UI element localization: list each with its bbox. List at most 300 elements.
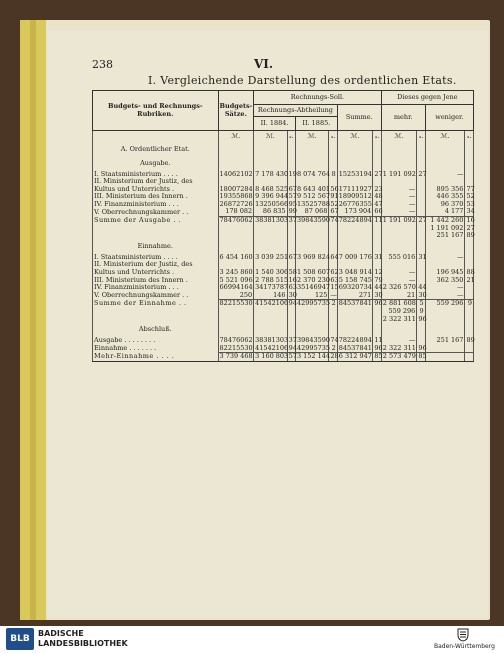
cell-v2p: 95 [288, 199, 297, 208]
cell-v3: 39843590 [296, 216, 331, 225]
cell-v4: 6 312 947 [338, 352, 372, 361]
cell-v5p: 27 [418, 216, 427, 225]
cell-v3p: 52 [330, 199, 339, 208]
unit-mark: ℳ. [295, 131, 328, 143]
cell-v3 [295, 225, 328, 233]
unit-mark: ℳ. [425, 131, 465, 143]
cell-v4: 15253194 [338, 169, 372, 178]
cell-v6p: 21 [466, 275, 475, 284]
cell-v6 [425, 240, 465, 254]
cell-v3p: 91 [330, 192, 339, 201]
cell-v6p [465, 254, 474, 262]
cell-v4 [337, 143, 373, 157]
cell-v2p: 67 [288, 252, 297, 261]
row-label: IV. Finanzministerium . . . [93, 284, 219, 292]
cell-v5 [381, 225, 417, 233]
cell-v6p: 34 [466, 207, 475, 216]
cell-v4: 78224894 [338, 336, 372, 345]
cell-v5p: 44 [418, 283, 427, 292]
cell-v4 [337, 240, 373, 254]
cell-v4p [373, 308, 381, 316]
cell-v5p [417, 240, 425, 254]
state-name: Baden-Württemberg [434, 643, 495, 650]
cell-v3p [329, 232, 337, 240]
cell-v3p: 2 [329, 345, 337, 353]
cell-v5p [417, 186, 425, 194]
blb-logo: BLB [6, 628, 34, 650]
cell-v6: — [425, 254, 465, 262]
row-label [93, 232, 219, 240]
header-gegen: Dieses gegen Jene [381, 91, 473, 105]
library-name: BADISCHE LANDESBIBLIOTHEK [38, 629, 128, 648]
cell-v5 [381, 157, 417, 171]
cell-v3: 13525788 [296, 199, 331, 208]
cell-v2: 146 [254, 292, 287, 300]
row-label: Mehr-Einnahme . . . . [93, 353, 219, 362]
cell-v1 [218, 225, 254, 233]
cell-v1: 250 [218, 292, 254, 300]
cell-v2: 3 160 803 [255, 352, 289, 361]
cell-v4: 84537841 [338, 299, 372, 308]
cell-v6 [425, 157, 465, 171]
cell-v2p: 63 [288, 283, 297, 292]
cell-v2p [287, 232, 295, 240]
cell-v6 [425, 308, 465, 316]
cell-v6: 559 296 [425, 300, 465, 308]
cell-v1 [218, 232, 254, 240]
cell-v4: 78224894 [338, 216, 372, 225]
cell-v3p: 67 [330, 207, 339, 216]
cell-v2p [287, 240, 295, 254]
unit-pf: ₔ. [287, 131, 295, 143]
cell-v4: 69320734 [338, 283, 372, 292]
cell-v6p [465, 308, 474, 316]
cell-v4p: 85 [374, 352, 383, 361]
cell-v2p [287, 143, 295, 157]
cell-v6p [465, 353, 474, 362]
cell-v3: 8 643 401 [296, 184, 331, 193]
cell-v6p: 52 [466, 192, 475, 201]
cell-v3p: 28 [330, 352, 339, 361]
cell-v1 [218, 240, 254, 254]
row-label: Summe der Ausgabe . . [93, 217, 219, 225]
row-label: Ausgabe . . . . . . . . [93, 337, 219, 345]
cell-v5p [417, 157, 425, 171]
cell-v5p [417, 143, 425, 157]
cell-v4: 17111927 [338, 184, 372, 193]
cell-v4p: 47 [374, 199, 383, 208]
table-row [93, 323, 474, 337]
cell-v2p: 99 [288, 207, 297, 216]
cell-v2: 38381303 [255, 216, 289, 225]
table-body [93, 131, 474, 362]
cell-v6: 4 177 [425, 208, 465, 216]
cell-v4: 18909512 [338, 192, 372, 201]
cell-v5 [381, 143, 417, 157]
cell-v2 [254, 308, 287, 316]
table-row [93, 240, 474, 254]
row-label: Einnahme. [93, 240, 219, 254]
cell-v4p [373, 157, 381, 171]
cell-v4p: 30 [374, 290, 383, 299]
unit-pf: ₔ. [417, 131, 425, 143]
cell-v3p [329, 323, 337, 337]
cell-v3p: 8 [329, 171, 337, 179]
cell-v2p [287, 157, 295, 171]
cell-v2p: 58 [288, 268, 297, 277]
table-row [93, 308, 474, 316]
cell-v5p [417, 269, 425, 277]
cell-v2: 1 540 306 [255, 268, 289, 277]
cell-v2p [287, 308, 295, 316]
row-label: II. Ministerium der Justiz, des [93, 178, 219, 186]
row-label: I. Staatsministerium . . . . [93, 254, 219, 262]
cell-v3: 8 074 764 [296, 169, 331, 178]
cell-v4: 173 904 [337, 208, 373, 216]
cell-v6 [425, 345, 465, 353]
cell-v1: 3 245 860 [219, 268, 253, 277]
cell-v6p: 89 [466, 231, 475, 240]
cell-v3p: 64 [330, 252, 339, 261]
cell-v3: 39843590 [296, 336, 331, 345]
cell-v6p [465, 345, 474, 353]
unit-mark: ℳ. [337, 131, 373, 143]
cell-v5: — [381, 277, 417, 285]
cell-v6: 446 355 [425, 193, 465, 201]
cell-v6p [465, 143, 474, 157]
row-label: II. Ministerium der Justiz, des [93, 261, 219, 269]
cell-v6p: 53 [466, 199, 475, 208]
cell-v4p [373, 316, 381, 324]
cell-v3p [329, 308, 337, 316]
cell-v5p [417, 261, 425, 269]
cell-v5: 2 322 311 [382, 314, 416, 323]
cell-v4p: 11 [374, 336, 383, 345]
row-label: Abschluß. [93, 323, 219, 337]
cell-v3p [329, 316, 337, 324]
cell-v3: 87 068 [295, 208, 328, 216]
header-rubriken: Budgets- und Rechnungs-Rubriken. [93, 91, 219, 131]
cell-v3 [295, 143, 328, 157]
cell-v2: 34173787 [255, 283, 289, 292]
row-label: V. Oberrechnungskammer . . [93, 208, 219, 216]
cell-v6 [425, 316, 465, 324]
unit-pf: ₔ. [329, 131, 337, 143]
cell-v2p [287, 316, 295, 324]
cell-v6p: 16 [466, 216, 475, 225]
cell-v4 [337, 316, 373, 324]
header-1885: II. 1885. [295, 117, 337, 131]
cell-v3p: 63 [330, 275, 339, 284]
cell-v3: 1 508 607 [296, 268, 331, 277]
footer-bar [0, 626, 504, 654]
cell-v4 [337, 232, 373, 240]
cell-v3: 3 152 144 [296, 352, 331, 361]
cell-v1 [218, 157, 254, 171]
cell-v5p: 30 [418, 290, 427, 299]
unit-mark: ℳ. [381, 131, 417, 143]
cell-v5p: 96 [418, 343, 427, 352]
cell-v6p [465, 284, 474, 292]
cell-v2p: 67 [288, 184, 297, 193]
cell-v2p: 30 [288, 290, 297, 299]
header-saetze: Budgets-Sätze. [218, 91, 254, 131]
cell-v6p: 9 [465, 300, 474, 308]
budget-table [92, 90, 474, 362]
cell-v2p: 57 [288, 352, 297, 361]
cell-v1 [218, 308, 254, 316]
cell-v3: 9 512 567 [296, 192, 331, 201]
cell-v6: 1 191 092 [425, 225, 465, 233]
table-row [93, 300, 474, 308]
table-row [93, 316, 474, 324]
cell-v6 [425, 323, 465, 337]
cell-v6p [465, 171, 474, 179]
cell-v5: — [381, 269, 417, 277]
cell-v4p: 96 [374, 343, 383, 352]
row-label: A. Ordentlicher Etat. [93, 143, 219, 157]
row-label [93, 225, 219, 233]
cell-v3p [329, 143, 337, 157]
table-row [93, 217, 474, 225]
cell-v2 [254, 240, 287, 254]
cell-v4p [373, 225, 381, 233]
cell-v4: 7 009 176 [338, 252, 372, 261]
cell-v2p [287, 323, 295, 337]
cell-v5: 1 191 092 [382, 169, 416, 178]
cell-v5: — [381, 193, 417, 201]
cell-v5: 559 296 [381, 308, 417, 316]
cell-v6 [425, 143, 465, 157]
cell-v5: 2 573 479 [382, 352, 416, 361]
cell-v2: 41542106 [255, 299, 289, 308]
cell-v2: 13250566 [255, 199, 289, 208]
cell-v5 [381, 240, 417, 254]
cell-v1: 178 082 [218, 208, 254, 216]
cell-v4: 3 048 914 [338, 268, 372, 277]
cell-v6p: 89 [466, 336, 475, 345]
table-row [93, 225, 474, 233]
header-summe: Summe. [337, 105, 381, 131]
cell-v1: 6 454 160 [219, 252, 253, 261]
cell-v5 [381, 232, 417, 240]
row-label: Kultus und Unterrichts . [93, 269, 219, 277]
cell-v6p [465, 316, 474, 324]
cell-v5p [417, 201, 425, 209]
cell-v2: 86 835 [254, 208, 287, 216]
cell-v5: 1 191 092 [382, 216, 416, 225]
cell-v6: 251 167 [425, 232, 465, 240]
cell-v5: — [381, 208, 417, 216]
cell-v2 [254, 157, 287, 171]
cell-v1: 19355868 [219, 192, 253, 201]
cell-v1 [218, 316, 254, 324]
cell-v5p [417, 323, 425, 337]
cell-v4p [373, 323, 381, 337]
cell-v4p: 23 [374, 184, 383, 193]
table-row [93, 157, 474, 171]
header-abtheilung: Rechnungs-Abtheilung [254, 105, 338, 117]
cell-v6p: 27 [466, 223, 475, 232]
cell-v2: 8 468 525 [255, 184, 289, 193]
cell-v5: 555 016 [381, 254, 417, 262]
cell-v3p: 62 [330, 268, 339, 277]
cell-v2 [254, 232, 287, 240]
cell-v6: 362 350 [425, 277, 465, 285]
cell-v2p: 94 [288, 299, 297, 308]
cell-v5p [417, 232, 425, 240]
table-row [93, 232, 474, 240]
cell-v5: — [381, 186, 417, 194]
cell-v3: 35146947 [296, 283, 331, 292]
cell-v5p [417, 225, 425, 233]
cell-v4p [373, 143, 381, 157]
cell-v4p: 96 [374, 299, 383, 308]
cell-v3 [295, 323, 328, 337]
cell-v5: — [381, 201, 417, 209]
cell-v1: 3 739 468 [219, 352, 253, 361]
cell-v4 [337, 323, 373, 337]
cell-v4: 84537841 [338, 343, 372, 352]
cell-v1: 14062102 [219, 169, 253, 178]
cell-v5p [417, 193, 425, 201]
cell-v6: — [425, 292, 465, 300]
cell-v2: 38381303 [255, 336, 289, 345]
cell-v3 [295, 240, 328, 254]
cell-v3 [295, 308, 328, 316]
unit-pf: ₔ. [465, 131, 474, 143]
cell-v2: 7 178 430 [255, 169, 289, 178]
cell-v4: 5 158 745 [338, 275, 372, 284]
cell-v3p: 74 [330, 216, 339, 225]
cell-v5: 21 [381, 292, 417, 300]
row-label: Einnahme . . . . . . . [93, 345, 219, 353]
cell-v3p: — [330, 290, 337, 299]
cell-v4p: 66 [374, 207, 383, 216]
cell-v3 [295, 316, 328, 324]
cell-v3p: 56 [330, 184, 339, 193]
cell-v2p: 37 [288, 216, 297, 225]
cell-v4p: 27 [374, 169, 383, 178]
cell-v2 [254, 143, 287, 157]
cell-v6: — [425, 171, 465, 179]
row-label [93, 308, 219, 316]
cell-v1 [218, 323, 254, 337]
row-label: Kultus und Unterrichts . [93, 186, 219, 194]
cell-v2: 9 396 944 [255, 192, 289, 201]
cell-v6p: 77 [466, 184, 475, 193]
cell-v4p: 31 [374, 252, 383, 261]
cell-v3p: 2 [329, 300, 337, 308]
cell-v4 [337, 225, 373, 233]
table-row [93, 353, 474, 362]
cell-v2p: 57 [288, 192, 297, 201]
cell-v2: 2 788 515 [255, 275, 289, 284]
row-label: IV. Finanzministerium . . . [93, 201, 219, 209]
cell-v5p [417, 178, 425, 186]
cell-v4 [337, 157, 373, 171]
cell-v4p [373, 232, 381, 240]
cell-v6 [425, 353, 465, 362]
cell-v4p: 48 [374, 192, 383, 201]
cell-v5p: 9 [417, 308, 425, 316]
table-row [93, 143, 474, 157]
cell-v3 [295, 232, 328, 240]
section-number: VI. [254, 57, 274, 71]
cell-v1: 82215530 [219, 299, 253, 308]
cell-v6: 251 167 [425, 337, 465, 345]
row-label: Summe der Einnahme . . [93, 300, 219, 308]
header-mehr: mehr. [381, 105, 425, 131]
cell-v4 [337, 308, 373, 316]
row-label: III. Ministerium des Innern . [93, 193, 219, 201]
cell-v3p [329, 157, 337, 171]
cell-v2p [287, 225, 295, 233]
book-binding-stripe [30, 20, 36, 620]
cell-v5p: 96 [418, 314, 427, 323]
cell-v2p: 94 [288, 343, 297, 352]
header-1884: II. 1884. [254, 117, 296, 131]
cell-v3p: 15 [330, 283, 339, 292]
cell-v6p [465, 323, 474, 337]
cell-v6: 96 370 [425, 201, 465, 209]
cell-v5: 2 881 608 [382, 299, 416, 308]
cell-v4p: 79 [374, 275, 383, 284]
cell-v3: 42995735 [296, 343, 331, 352]
cell-v4: 26776355 [338, 199, 372, 208]
unit-pf: ₔ. [373, 131, 381, 143]
cell-v4p: 11 [374, 216, 383, 225]
cell-v3p [329, 225, 337, 233]
cell-v3: 125 [295, 292, 328, 300]
cell-v2p: 16 [288, 275, 297, 284]
cell-v2 [254, 316, 287, 324]
cell-v1 [218, 143, 254, 157]
cell-v3: 2 370 230 [296, 275, 331, 284]
cell-v2p: 19 [288, 169, 297, 178]
cell-v5p: 5 [417, 300, 425, 308]
row-label: Ausgabe. [93, 157, 219, 171]
cell-v1: 78476062 [219, 336, 253, 345]
cell-v3: 3 969 824 [296, 252, 331, 261]
cell-v2: 3 039 251 [255, 252, 289, 261]
row-label: III. Ministerium des Innern . [93, 277, 219, 285]
header-soll: Rechnungs-Soll. [254, 91, 382, 105]
cell-v6: — [425, 284, 465, 292]
cell-v6: 1 442 260 [425, 217, 465, 225]
cell-v5p: 31 [418, 252, 427, 261]
cell-v2 [254, 323, 287, 337]
cell-v6p [465, 157, 474, 171]
cell-v2p: 37 [288, 336, 297, 345]
document-page [48, 30, 488, 618]
cell-v5: — [381, 337, 417, 345]
cell-v1: 26872726 [219, 199, 253, 208]
cell-v1: 66994164 [219, 283, 253, 292]
cell-v3: 42995735 [296, 299, 331, 308]
row-label: I. Staatsministerium . . . . [93, 171, 219, 179]
cell-v1: 78476062 [219, 216, 253, 225]
unit-mark: ℳ. [254, 131, 287, 143]
cell-v6p: 88 [466, 268, 475, 277]
cell-v4p: 44 [374, 283, 383, 292]
cell-v6: 895 356 [425, 186, 465, 194]
unit-mark: ℳ. [218, 131, 254, 143]
cell-v4p: 12 [374, 268, 383, 277]
cell-v3 [295, 157, 328, 171]
cell-v1: 18007284 [219, 184, 253, 193]
cell-v4: 271 [337, 292, 373, 300]
